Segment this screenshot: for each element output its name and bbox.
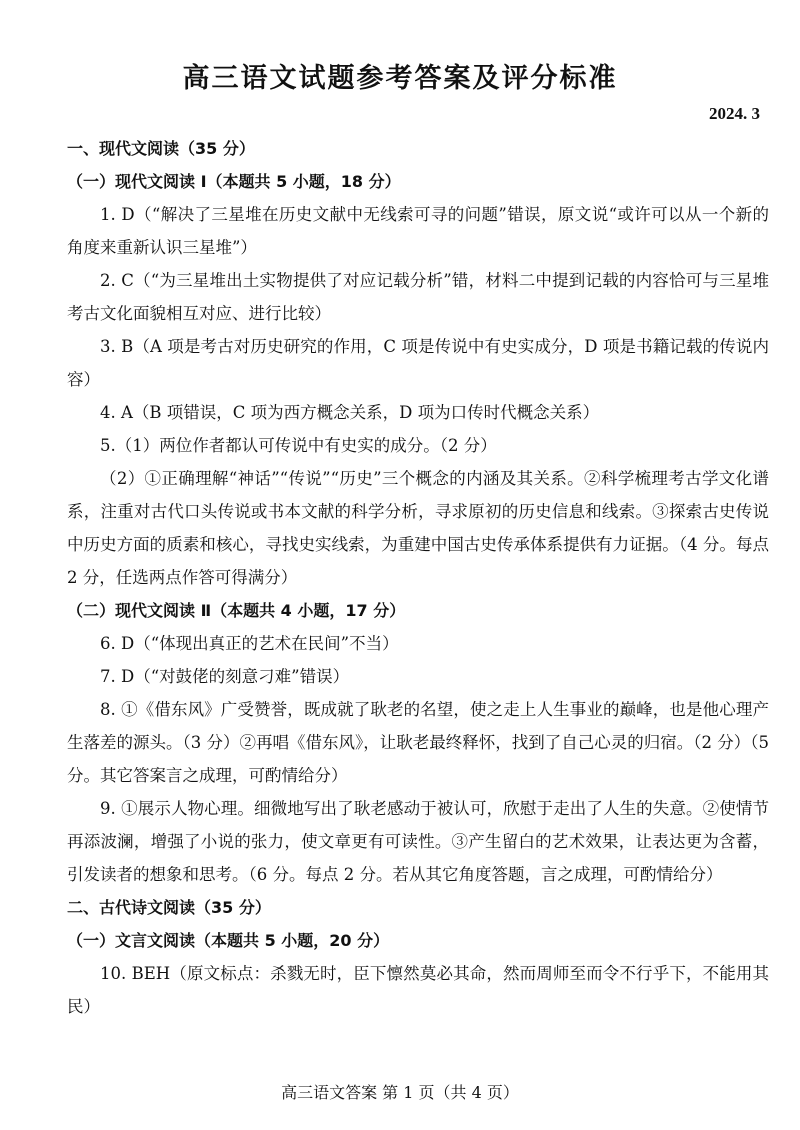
page-footer: 高三语文答案 第 1 页（共 4 页） <box>281 1083 519 1102</box>
answer-item: 1. D（“解决了三星堆在历史文献中无线索可寻的问题”错误，原文说“或许可以从一个新的角度来重新认识三星堆”） <box>67 205 769 257</box>
document-date: 2024. 3 <box>709 104 760 123</box>
section-heading: 一、现代文阅读（35 分） <box>67 139 255 158</box>
answer-item: 6. D（“体现出真正的艺术在民间”不当） <box>100 634 399 653</box>
answer-body <box>67 132 769 1023</box>
answer-item: 8. ①《借东风》广受赞誉，既成就了耿老的名望，使之走上人生事业的巅峰，也是他心理产生落差的源头。（3 分）②再唱《借东风》，让耿老最终释怀，找到了自己心灵的归宿。（2 分）（5 分。其它答案言之成理，可酌情给分） <box>67 700 769 785</box>
subsection-heading: （一）现代文阅读 Ⅰ（本题共 5 小题，18 分） <box>67 172 401 191</box>
answer-item: 7. D（“对鼓佬的刻意刁难”错误） <box>100 667 350 686</box>
answer-item: 4. A（B 项错误，C 项为西方概念关系，D 项为口传时代概念关系） <box>100 403 600 422</box>
section-heading: 二、古代诗文阅读（35 分） <box>67 898 271 917</box>
subsection-heading: （一）文言文阅读（本题共 5 小题，20 分） <box>67 931 390 950</box>
page-title: 高三语文试题参考答案及评分标准 <box>182 63 618 94</box>
answer-item: （2）①正确理解“神话”“传说”“历史”三个概念的内涵及其关系。②科学梳理考古学文化谱系，注重对古代口头传说或书本文献的科学分析，寻求原初的历史信息和线索。③探索古史传说中历史方面的质素和核心，寻找史实线索，为重建中国古史传承体系提供有力证据。（4 分。每点 2 分，任选两点作答可得满分） <box>67 469 769 587</box>
answer-item: 5.（1）两位作者都认可传说中有史实的成分。（2 分） <box>100 436 497 455</box>
answer-item: 9. ①展示人物心理。细微地写出了耿老感动于被认可，欣慰于走出了人生的失意。②使情节再添波澜，增强了小说的张力，使文章更有可读性。③产生留白的艺术效果，让表达更为含蓄，引发读者的想象和思考。（6 分。每点 2 分。若从其它角度答题，言之成理，可酌情给分） <box>67 799 769 884</box>
answer-item: 3. B（A 项是考古对历史研究的作用，C 项是传说中有史实成分，D 项是书籍记载的传说内容） <box>67 337 769 389</box>
answer-item: 10. BEH（原文标点：杀戮无时，臣下懔然莫必其命，然而周师至而令不行乎下，不能用其民） <box>67 964 769 1016</box>
subsection-heading: （二）现代文阅读 Ⅱ（本题共 4 小题，17 分） <box>67 601 406 620</box>
answer-item: 2. C（“为三星堆出土实物提供了对应记载分析”错，材料二中提到记载的内容恰可与三星堆考古文化面貌相互对应、进行比较） <box>67 271 769 323</box>
